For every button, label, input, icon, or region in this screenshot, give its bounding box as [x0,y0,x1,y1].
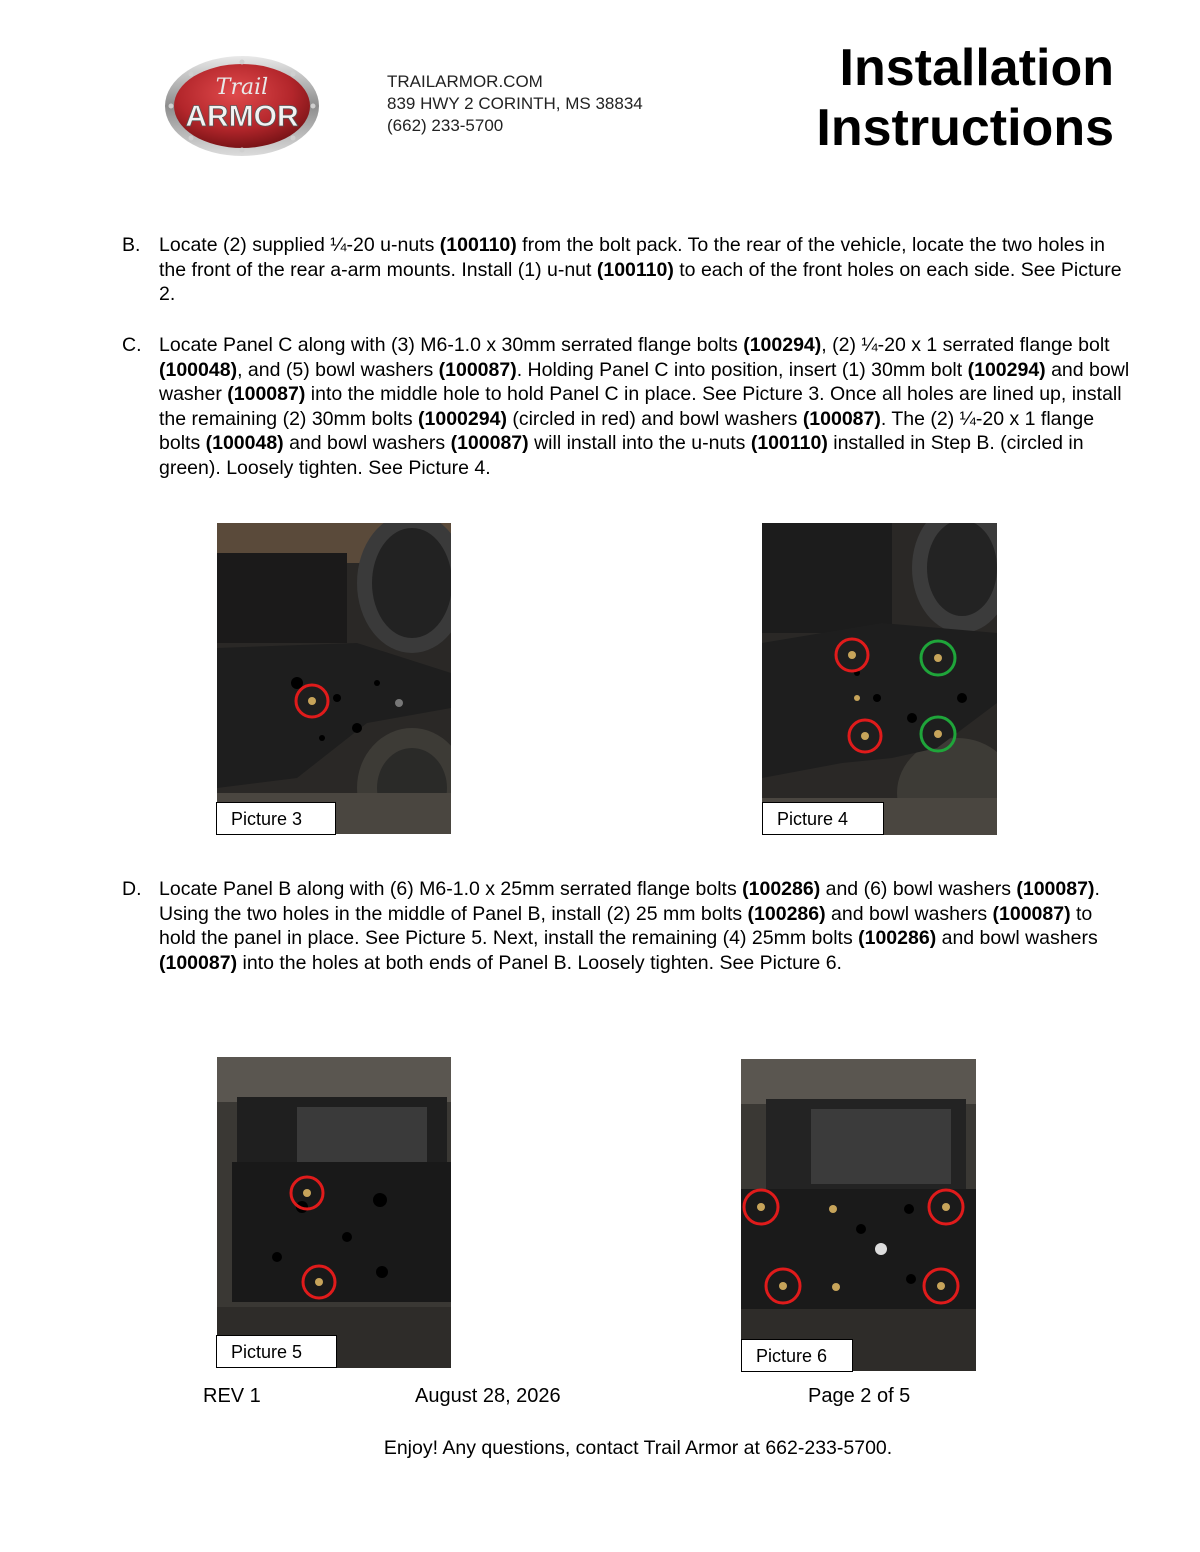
step-letter: C. [122,334,142,356]
caption-picture-4: Picture 4 [762,802,884,835]
trail-armor-logo [163,54,321,158]
step-text-run: , and (5) bowl washers [237,358,439,381]
part-number: (1000294) [418,407,507,430]
part-number: (100110) [596,258,674,281]
step-text-run: . The (2) ¼-20 x 1 flange bolts [159,407,1095,455]
step-text-run: into the holes at both ends of Panel B. Loosely tighten. See Picture 6. [237,951,842,974]
page-title [816,38,1114,158]
part-number: (100110) [750,432,828,455]
footer-date: August 28, 2026 [415,1385,561,1407]
company-website: TRAILARMOR.COM [387,72,543,91]
part-number: (100087) [992,902,1071,925]
photo-picture-6 [741,1059,976,1371]
footer-contact-note [0,1436,1200,1460]
part-number: (100294) [743,334,822,356]
caption-picture-6: Picture 6 [741,1339,853,1372]
step-text [159,233,1132,307]
part-number: (100087) [438,358,517,381]
part-number: (100294) [967,358,1046,381]
logo-line1: Trail [215,75,269,100]
photo-picture-3 [217,523,451,834]
step-text-run: , (2) ¼-20 x 1 serrated flange bolt [821,334,1110,356]
step-text-run: Locate Panel B along with (6) M6-1.0 x 25mm serrated flange bolts [159,878,743,900]
part-number: (100048) [159,358,238,381]
step-text [159,333,1132,481]
step-text-run: and bowl washers [283,432,451,455]
step-letter: D. [122,878,142,900]
logo-line2: ARMOR [185,100,299,133]
company-address: 839 HWY 2 CORINTH, MS 38834 [387,94,643,113]
step-text-run: (circled in red) and bowl washers [506,407,803,430]
part-number: (100110) [439,234,517,256]
title-line1: Installation [839,39,1114,97]
company-phone: (662) 233-5700 [387,116,504,135]
step-text-run: to hold the panel in place. See Picture 5. Next, install the remaining (4) 25mm bolts [159,902,1093,950]
part-number: (100286) [742,878,821,900]
part-number: (100286) [747,902,826,925]
footer-contact-text: Enjoy! Any questions, contact Trail Armor at 662-233-5700. [383,1437,893,1459]
step-text-run: from the bolt pack. To the rear of the vehicle, locate the two holes in the front of the rear a-arm mounts. Install (1) u-nut [159,234,1105,281]
step-text-run: . Using the two holes in the middle of Panel B, install (2) 25 mm bolts [159,878,1100,925]
step-text-run: and bowl washer [159,358,1130,406]
step-text [159,877,1132,975]
title-line2: Instructions [816,99,1114,157]
part-number: (100087) [159,951,238,974]
part-number: (100087) [1016,878,1095,900]
step-text-run: . Holding Panel C into position, insert (1) 30mm bolt [516,358,968,381]
photo-picture-5 [217,1057,451,1368]
step-text-run: to each of the front holes on each side. See Picture 2. [159,258,1122,306]
part-number: (100087) [802,407,881,430]
step-c [122,333,1132,481]
step-letter: B. [122,234,141,256]
caption-picture-5: Picture 5 [216,1335,337,1368]
step-b [122,233,1132,307]
part-number: (100087) [450,432,529,455]
step-text-run: Locate Panel C along with (3) M6-1.0 x 30mm serrated flange bolts [159,334,744,356]
part-number: (100087) [227,383,306,406]
company-contact-block [387,71,643,137]
step-d [122,877,1132,975]
footer-page-number: Page 2 of 5 [808,1385,911,1407]
step-text-run: and (6) bowl washers [820,878,1017,900]
step-text-run: installed in Step B. (circled in green). Loosely tighten. See Picture 4. [159,432,1084,479]
footer-revision: REV 1 [203,1385,261,1407]
caption-picture-3: Picture 3 [216,802,336,835]
step-text-run: will install into the u-nuts [528,432,751,455]
part-number: (100048) [205,432,284,455]
step-text-run: and bowl washers [825,902,993,925]
step-text-run: into the middle hole to hold Panel C in place. See Picture 3. Once all holes are lined up, install the remaining (2) 30mm bolts [159,383,1122,430]
photo-picture-4 [762,523,997,835]
step-text-run: and bowl washers [936,927,1098,950]
step-text-run: Locate (2) supplied ¼-20 u-nuts [159,234,440,256]
part-number: (100286) [858,927,937,950]
